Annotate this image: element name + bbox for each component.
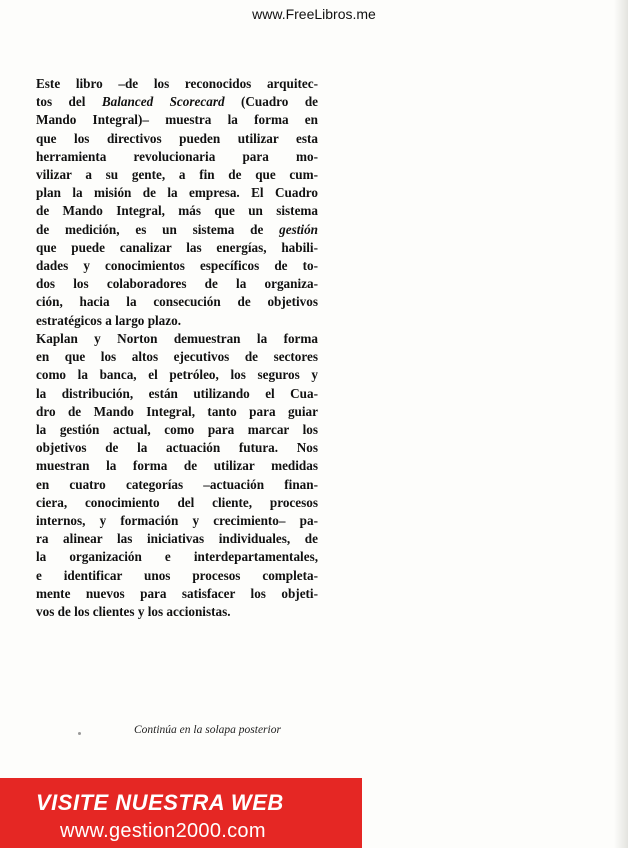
- watermark-url[interactable]: www.FreeLibros.me: [252, 6, 376, 22]
- promo-url-link[interactable]: www.gestion2000.com: [60, 820, 266, 842]
- text-line: dades y conocimientos específicos de to-: [36, 258, 318, 274]
- text-line: internos, y formación y crecimiento– pa-: [36, 513, 318, 529]
- text-line: que puede canalizar las energías, habili-: [36, 239, 318, 255]
- text-line: en cuatro categorías –actuación finan-: [36, 476, 318, 492]
- page-edge-shadow: [614, 0, 628, 848]
- text-line: la gestión actual, como para marcar los: [36, 422, 318, 438]
- text-line: en que los altos ejecutivos de sectores: [36, 349, 318, 365]
- text-line: e identificar unos procesos completa-: [36, 567, 318, 583]
- text-line: que los directivos pueden utilizar esta: [36, 130, 318, 146]
- text-line: tos del Balanced Scorecard (Cuadro de: [36, 94, 319, 110]
- print-speck: [78, 732, 81, 735]
- text-line: de medición, es un sistema de gestión: [36, 221, 319, 237]
- text-line: como la banca, el petróleo, los seguros y: [36, 367, 318, 383]
- text-line: Este libro –de los reconocidos arquitec-: [36, 76, 318, 91]
- text-line: ción, hacia la consecución de objetivos: [36, 294, 318, 310]
- text-line: estratégicos a largo plazo.: [36, 312, 182, 328]
- text-line: Kaplan y Norton demuestran la forma: [36, 331, 318, 346]
- text-line: la organización e interdepartamentales,: [36, 549, 318, 565]
- text-line: dro de Mando Integral, tanto para guiar: [36, 403, 318, 419]
- text-line: ra alinear las iniciativas individuales, de: [36, 531, 318, 547]
- text-line: muestran la forma de utilizar medidas: [36, 458, 318, 474]
- text-line: objetivos de la actuación futura. Nos: [36, 440, 318, 456]
- text-line: Mando Integral)– muestra la forma en: [36, 112, 318, 128]
- text-line: vos de los clientes y los accionistas.: [36, 604, 231, 620]
- promo-title: VISITE NUESTRA WEB: [36, 790, 284, 815]
- text-line: dos los colaboradores de la organiza-: [36, 276, 318, 292]
- text-line: vilizar a su gente, a fin de que cum-: [36, 167, 318, 183]
- text-line: herramienta revolucionaria para mo-: [36, 148, 318, 164]
- text-line: de Mando Integral, más que un sistema: [36, 203, 318, 219]
- text-line: ciera, conocimiento del cliente, procesos: [36, 494, 318, 510]
- text-line: mente nuevos para satisfacer los objeti-: [36, 585, 318, 601]
- description-paragraph-2: [36, 330, 318, 621]
- website-promo-banner[interactable]: [0, 778, 362, 848]
- text-line: plan la misión de la empresa. El Cuadro: [36, 185, 318, 201]
- continues-note: Continúa en la solapa posterior: [134, 724, 281, 736]
- text-line: la distribución, están utilizando el Cua-: [36, 385, 318, 401]
- description-paragraph-1: [36, 75, 318, 330]
